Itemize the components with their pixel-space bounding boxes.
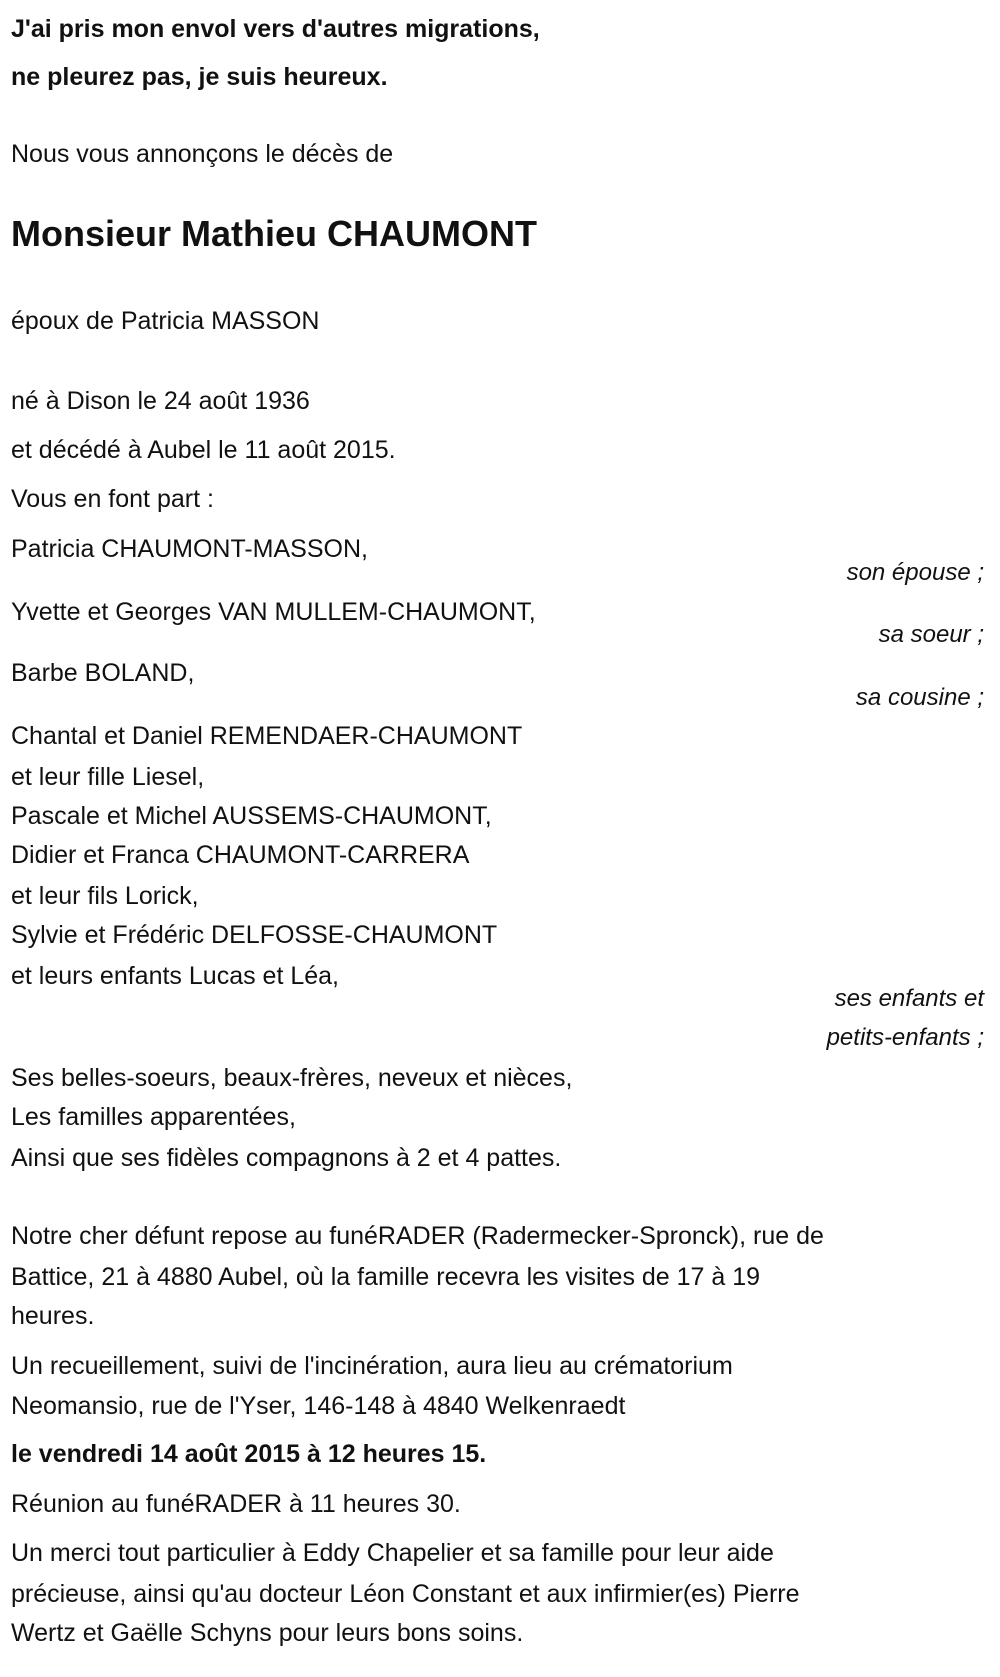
others-line: Les familles apparentées, <box>11 1103 296 1131</box>
family-member: Yvette et Georges VAN MULLEM-CHAUMONT, <box>11 598 536 626</box>
family-member: Sylvie et Frédéric DELFOSSE-CHAUMONT <box>11 921 498 949</box>
others-line: Ainsi que ses fidèles compagnons à 2 et 4 pattes. <box>11 1144 562 1172</box>
family-relation: sa soeur ; <box>878 621 984 648</box>
thanks-line: Wertz et Gaëlle Schyns pour leurs bons soins. <box>11 1619 524 1647</box>
birth-line: né à Dison le 24 août 1936 <box>11 387 310 415</box>
spouse-line: époux de Patricia MASSON <box>11 307 320 335</box>
family-member: Chantal et Daniel REMENDAER-CHAUMONT <box>11 722 523 750</box>
family-member: Barbe BOLAND, <box>11 659 195 687</box>
family-relation: ses enfants et <box>834 985 984 1012</box>
thanks-line: Un merci tout particulier à Eddy Chapelier et sa famille pour leur aide <box>11 1539 774 1567</box>
reunion-line: Réunion au funéRADER à 11 heures 30. <box>11 1490 461 1518</box>
family-relation: petits-enfants ; <box>826 1024 984 1051</box>
ceremony-line: Un recueillement, suivi de l'incinération, aura lieu au crématorium <box>11 1352 733 1380</box>
ceremony-date: le vendredi 14 août 2015 à 12 heures 15. <box>11 1440 487 1468</box>
ceremony-line: Neomansio, rue de l'Yser, 146-148 à 4840 Welkenraedt <box>11 1392 626 1420</box>
family-member: et leur fils Lorick, <box>11 882 199 910</box>
family-member: Didier et Franca CHAUMONT-CARRERA <box>11 841 470 869</box>
announcement: Nous vous annonçons le décès de <box>11 140 394 168</box>
family-relation: son épouse ; <box>846 559 984 586</box>
family-member: et leur fille Liesel, <box>11 763 205 791</box>
repose-line: heures. <box>11 1302 95 1330</box>
family-member: et leurs enfants Lucas et Léa, <box>11 962 339 990</box>
family-member: Pascale et Michel AUSSEMS-CHAUMONT, <box>11 802 492 830</box>
deceased-name: Monsieur Mathieu CHAUMONT <box>11 213 537 254</box>
family-relation: sa cousine ; <box>855 684 984 711</box>
family-member: Patricia CHAUMONT-MASSON, <box>11 535 368 563</box>
font-part-line: Vous en font part : <box>11 485 214 513</box>
repose-line: Battice, 21 à 4880 Aubel, où la famille recevra les visites de 17 à 19 <box>11 1263 761 1291</box>
thanks-line: précieuse, ainsi qu'au docteur Léon Constant et aux infirmier(es) Pierre <box>11 1580 800 1608</box>
repose-line: Notre cher défunt repose au funéRADER (Radermecker-Spronck), rue de <box>11 1222 824 1250</box>
epitaph-line: J'ai pris mon envol vers d'autres migrations, <box>11 15 540 43</box>
epitaph-line: ne pleurez pas, je suis heureux. <box>11 63 388 91</box>
death-line: et décédé à Aubel le 11 août 2015. <box>11 436 396 464</box>
others-line: Ses belles-soeurs, beaux-frères, neveux et nièces, <box>11 1064 573 1092</box>
